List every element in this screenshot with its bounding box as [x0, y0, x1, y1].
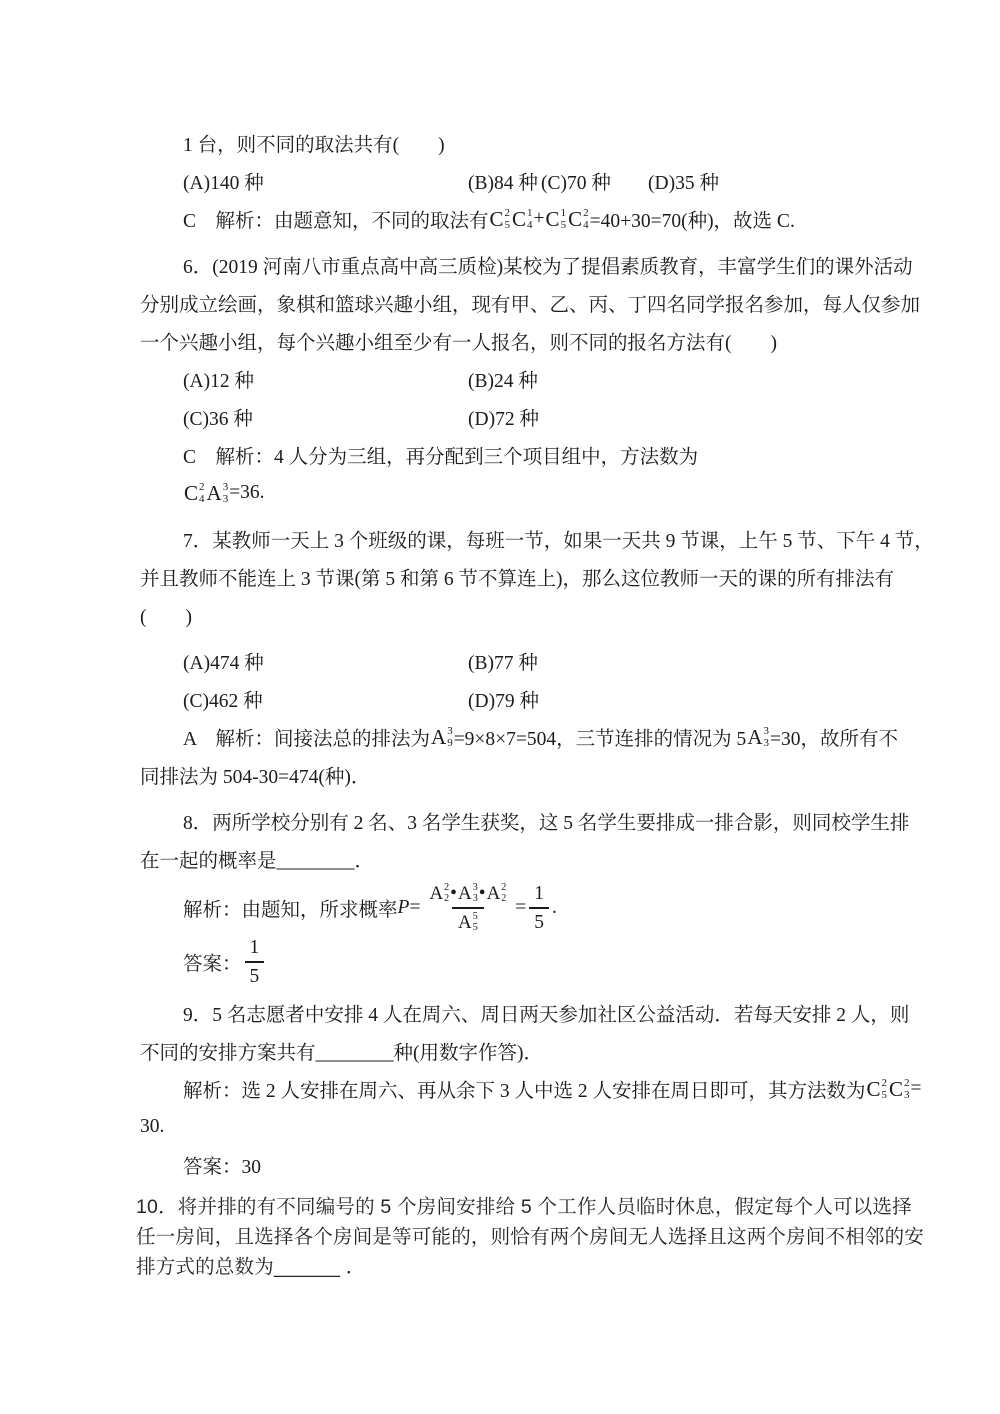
- text-run: C 解析：4 人分为三组，再分配到三个项目组中，方法数为: [183, 447, 699, 468]
- fraction-numerator: [245, 937, 265, 961]
- math-superscript: 2: [501, 882, 507, 893]
- text-run: 10．将并排的有不同编号的 5 个房间安排给 5 个工作人员临时休息，假定每个人可以选择: [136, 1196, 912, 1218]
- text-run: 分别成立绘画，象棋和篮球兴趣小组，现有甲、乙、丙、丁四名同学报名参加，每人仅参加: [140, 295, 921, 316]
- text-run: 不同的安排方案共有________种(用数字作答)．: [140, 1043, 543, 1064]
- fraction-denominator: [529, 907, 549, 933]
- text-run: =: [409, 897, 421, 918]
- option-c: (C)70 种: [541, 173, 611, 194]
- math-script-stack: [447, 726, 453, 749]
- option-b: (B)77 种: [468, 653, 538, 674]
- text-run: •: [450, 882, 457, 904]
- text-run: 任一房间，且选择各个房间是等可能的，则恰有两个房间无人选择且这两个房间不相邻的安: [136, 1226, 925, 1248]
- math-subscript: 5: [504, 218, 511, 231]
- math-base-letter: A: [431, 724, 447, 749]
- math-variable: P: [397, 897, 410, 918]
- math-base-letter: A: [458, 912, 472, 934]
- q9-stem-line2: [140, 1032, 870, 1070]
- math-superscript: 3: [222, 480, 229, 493]
- math-a-sub3-sup3: [207, 482, 229, 505]
- text-run: 同排法为 504-30=474(种)．: [140, 767, 371, 788]
- q9-solution-line2: [140, 1108, 870, 1146]
- math-base-letter: A: [486, 883, 501, 904]
- math-superscript: 2: [881, 1076, 888, 1089]
- text-run: •: [478, 882, 486, 904]
- text-run: 7．某教师一天上 3 个班级的课，每班一节，如果一天共 9 节课，上午 5 节、下午 4 节，: [183, 531, 934, 552]
- math-subscript: 4: [583, 218, 589, 231]
- q9-answer: [140, 1146, 870, 1184]
- math-superscript: 3: [472, 882, 478, 893]
- math-superscript: 2: [583, 206, 589, 219]
- option-b: (B)24 种: [468, 371, 538, 392]
- fraction-numerator: [423, 883, 512, 907]
- math-subscript: 3: [222, 492, 229, 505]
- math-base-letter: A: [747, 724, 763, 749]
- q9-solution-line1: [140, 1070, 922, 1108]
- q5-options: [140, 162, 870, 200]
- q7-options-ab: [140, 642, 870, 680]
- q6-options-ab: [140, 360, 870, 398]
- fraction-denominator: [452, 907, 484, 933]
- math-superscript: 2: [904, 1076, 910, 1089]
- math-script-stack: [223, 482, 229, 505]
- math-subscript: 4: [527, 218, 533, 231]
- math-subscript: 3: [472, 893, 478, 904]
- q6-stem-line3: [140, 322, 870, 360]
- text-run: =40+30=70(种)，故选 C.: [589, 211, 795, 232]
- q7-solution-line2: [140, 756, 870, 794]
- math-base-letter: A: [206, 480, 222, 505]
- text-run: A 解析：间接法总的排法为: [183, 729, 431, 750]
- q7-stem-line1: [140, 520, 934, 558]
- q7-options-cd: [140, 680, 870, 718]
- q5-solution: [140, 200, 870, 238]
- text-run: 1: [534, 882, 545, 904]
- math-script-stack: [505, 208, 511, 231]
- math-superscript: 2: [504, 206, 511, 219]
- option-a: (A)474 种: [183, 653, 264, 674]
- text-run: C 解析：由题意知，不同的取法有: [183, 211, 489, 232]
- math-a-sub2-sup2: [487, 883, 507, 904]
- math-subscript: 3: [763, 736, 769, 749]
- text-run: 1: [249, 936, 260, 958]
- page-content: [136, 124, 934, 1280]
- text-run: =30，故所有不: [769, 729, 898, 750]
- math-script-stack: [473, 912, 478, 933]
- math-subscript: 3: [904, 1088, 910, 1101]
- math-script-stack: [473, 883, 478, 904]
- q8-stem-line2: [140, 840, 870, 878]
- math-script-stack: [444, 883, 449, 904]
- text-run: =36.: [229, 482, 265, 503]
- math-c-sub4-sup2: [568, 208, 589, 231]
- text-run: 30.: [140, 1116, 165, 1137]
- option-d: (D)79 种: [468, 691, 539, 712]
- text-run: 解析：由题知，所求概率: [183, 900, 398, 921]
- math-a-sub3-sup3: [747, 726, 769, 749]
- q8-answer: [140, 938, 870, 986]
- q6-stem-line2: [140, 284, 921, 322]
- math-c-sub4-sup1: [512, 208, 533, 231]
- math-subscript: 5: [881, 1088, 888, 1101]
- math-script-stack: [882, 1078, 888, 1101]
- math-c-sub4-sup2: [184, 482, 205, 505]
- text-run: 5: [534, 912, 545, 933]
- math-superscript: 5: [472, 911, 478, 923]
- math-c-sub5-sup1: [546, 208, 567, 231]
- q7-stem-line3: [140, 596, 870, 634]
- text-run: =9×8×7=504，三节连排的情况为 5: [453, 729, 747, 750]
- text-run: 6．(2019 河南八市重点高中高三质检)某校为了提倡素质教育，丰富学生们的课外活动: [183, 257, 913, 278]
- text-run: 答案：30: [183, 1157, 262, 1178]
- option-c: (C)36 种: [183, 409, 253, 430]
- q10-stem-line2: [136, 1220, 925, 1250]
- option-a: (A)140 种: [183, 173, 264, 194]
- math-subscript: 9: [447, 736, 453, 749]
- text-run: 并且教师不能连上 3 节课(第 5 和第 6 节不算连上)，那么这位教师一天的课的所有排法有: [140, 569, 894, 590]
- math-script-stack: [501, 883, 506, 904]
- math-base-letter: C: [184, 480, 199, 505]
- math-superscript: 1: [527, 206, 533, 219]
- math-a-sub5-sup5: [458, 912, 478, 933]
- math-script-stack: [561, 208, 567, 231]
- math-script-stack: [199, 482, 205, 505]
- q6-solution-line2: [140, 474, 870, 512]
- option-b: (B)84 种: [468, 173, 538, 194]
- text-run: 8．两所学校分别有 2 名、3 名学生获奖，这 5 名学生要排成一排合影，则同校学生排: [183, 813, 910, 834]
- fraction-denominator: [245, 961, 265, 987]
- math-base-letter: C: [889, 1076, 904, 1101]
- text-run: 解析：选 2 人安排在周六、再从余下 3 人中选 2 人安排在周日即可，其方法数为: [183, 1081, 866, 1102]
- math-base-letter: A: [458, 883, 472, 904]
- math-base-letter: C: [489, 206, 504, 231]
- math-a-sub2-sup2: [429, 883, 449, 904]
- option-d: (D)72 种: [468, 409, 539, 430]
- q6-stem-line1: [140, 246, 913, 284]
- text-run: =: [515, 897, 527, 918]
- math-base-letter: A: [429, 883, 444, 904]
- math-c-sub5-sup2: [490, 208, 511, 231]
- math-superscript: 3: [447, 724, 453, 737]
- q10-stem-line1: [136, 1190, 912, 1220]
- math-base-letter: C: [512, 206, 527, 231]
- text-run: ( ): [140, 607, 192, 628]
- q7-stem-line2: [140, 558, 894, 596]
- fraction-numerator: [529, 883, 549, 907]
- option-d: (D)35 种: [648, 173, 719, 194]
- math-superscript: 1: [560, 206, 567, 219]
- math-fraction: [423, 883, 512, 933]
- q7-solution-line1: [140, 718, 898, 756]
- math-fraction: [245, 937, 265, 988]
- text-run: .: [552, 897, 557, 918]
- math-subscript: 5: [560, 218, 567, 231]
- math-c-sub3-sup2: [889, 1078, 910, 1101]
- math-script-stack: [583, 208, 589, 231]
- math-base-letter: C: [568, 206, 583, 231]
- math-subscript: 2: [444, 893, 450, 904]
- text-run: 排方式的总数为______ ．: [136, 1256, 366, 1278]
- option-a: (A)12 种: [183, 371, 254, 392]
- q8-solution: [140, 878, 870, 938]
- math-superscript: 2: [199, 480, 205, 493]
- text-run: 9．5 名志愿者中安排 4 人在周六、周日两天参加社区公益活动．若每天安排 2 人，则: [183, 1005, 910, 1026]
- q8-stem-line1: [140, 802, 910, 840]
- math-base-letter: C: [866, 1076, 881, 1101]
- math-subscript: 4: [199, 492, 205, 505]
- math-superscript: 3: [763, 724, 769, 737]
- math-subscript: 2: [501, 893, 507, 904]
- math-subscript: 5: [472, 922, 478, 934]
- text-run: =: [910, 1078, 922, 1099]
- text-run: 在一起的概率是________．: [140, 851, 375, 872]
- q6-solution-line1: [140, 436, 870, 474]
- math-a-sub9-sup3: [431, 726, 453, 749]
- q9-stem-line1: [140, 994, 910, 1032]
- math-a-sub3-sup3: [458, 883, 478, 904]
- text-run: 一个兴趣小组，每个兴趣小组至少有一人报名，则不同的报名方法有( ): [140, 333, 777, 354]
- math-fraction: [529, 883, 549, 934]
- text-run: 1 台，则不同的取法共有( ): [183, 135, 445, 156]
- q6-options-cd: [140, 398, 870, 436]
- option-c: (C)462 种: [183, 691, 263, 712]
- math-script-stack: [763, 726, 769, 749]
- text-run: +: [533, 208, 545, 229]
- q5-stem-continuation: [140, 124, 870, 162]
- text-run: 答案：: [183, 954, 242, 975]
- math-c-sub5-sup2: [867, 1078, 888, 1101]
- math-superscript: 2: [444, 882, 450, 893]
- math-script-stack: [527, 208, 533, 231]
- math-base-letter: C: [545, 206, 560, 231]
- math-script-stack: [904, 1078, 910, 1101]
- q10-stem-line3: [136, 1250, 870, 1280]
- text-run: 5: [249, 966, 260, 987]
